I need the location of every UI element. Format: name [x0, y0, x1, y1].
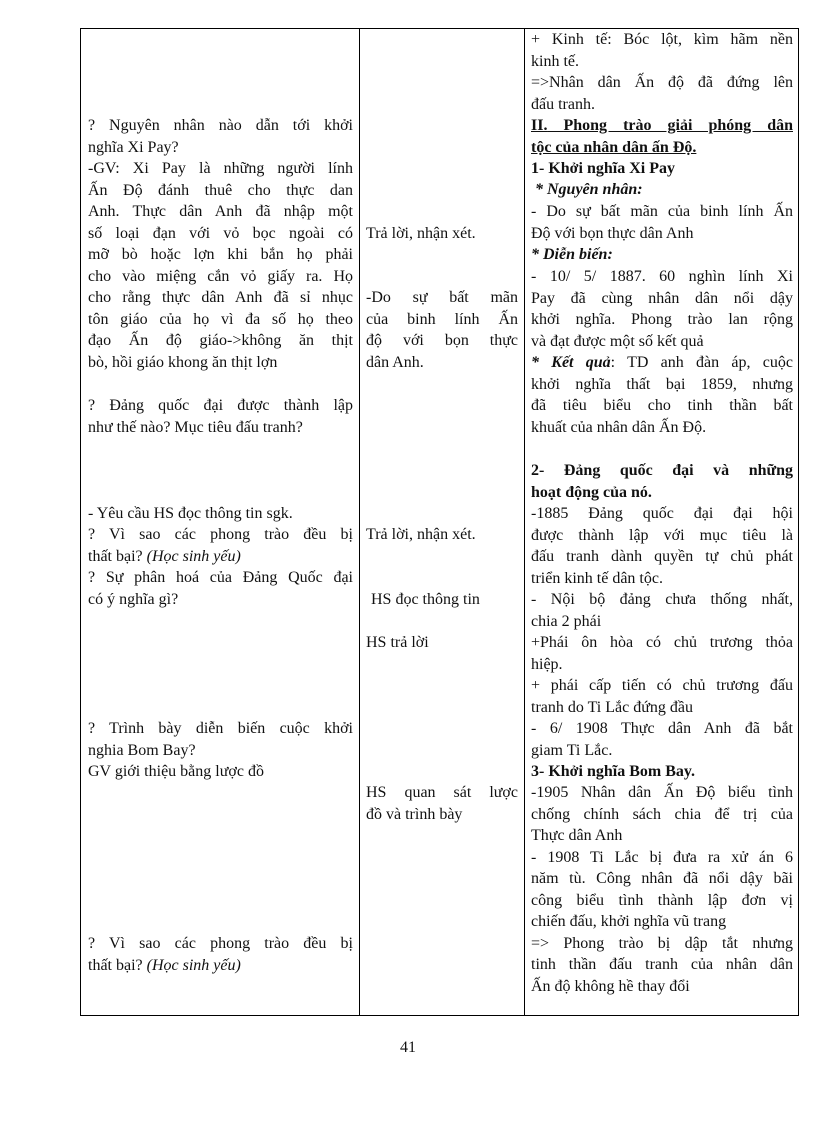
- label-development: [531, 244, 793, 266]
- text-line: -GV: Xi Pay là những người lính: [88, 160, 353, 177]
- text-line: +Phái ôn hòa có chủ trương thỏa: [531, 634, 793, 651]
- text-line: Anh. Thực dân Anh đã nhập một: [88, 203, 353, 220]
- economy-summary: [531, 29, 793, 115]
- text-line: 3- Khởi nghĩa Bom Bay.: [531, 763, 696, 780]
- text-line: số loại đạn với vỏ bọc ngoài có: [88, 224, 353, 242]
- congress-party-text: [531, 503, 793, 761]
- section-2-heading: [531, 115, 793, 158]
- text-line: tinh thần đấu tranh của nhân dân: [531, 956, 793, 973]
- lesson-content-column: [525, 29, 798, 1015]
- text-span: : TD anh đàn áp, cuộc: [610, 354, 793, 371]
- text-line: GV giới thiệu bằng lược đồ: [88, 763, 264, 780]
- text-line: công biểu tình thành lập đơn vị: [531, 891, 793, 909]
- text-line: Trả lời, nhận xét.: [366, 526, 476, 543]
- text-line: nghia Bom Bay?: [88, 741, 196, 759]
- text-line: năm tù. Công nhân đã nổi dậy bãi: [531, 870, 793, 887]
- text-line: cho rằng thực dân Anh đã sỉ nhục: [88, 289, 353, 306]
- text-line: - Yêu cầu HS đọc thông tin sgk.: [88, 505, 293, 522]
- text-line: chia 2 phái: [531, 612, 602, 630]
- text-line: [531, 115, 793, 137]
- text-line: đồ và trình bày: [366, 805, 463, 823]
- note-weak-students: (Học sinh yếu): [146, 956, 241, 974]
- text-line: ? Nguyên nhân nào dẫn tới khởi: [88, 117, 353, 134]
- text-line: - Nội bộ đảng chưa thống nhất,: [531, 591, 793, 608]
- lesson-table: [80, 28, 799, 1016]
- text-line: hiệp.: [531, 655, 563, 673]
- text-line: ? Trình bày diễn biến cuộc khởi: [88, 720, 353, 737]
- text-line: khởi nghĩa thất bại 1859, nhưng: [531, 375, 793, 393]
- text-line: - 1908 Ti Lắc bị đưa ra xử án 6: [531, 848, 793, 866]
- student-activity-column: [360, 29, 525, 1015]
- text-line: Trả lời, nhận xét.: [366, 225, 476, 242]
- text-line: kinh tế.: [531, 52, 579, 70]
- text-line: chiến đấu, khởi nghĩa vũ trang: [531, 913, 727, 930]
- note-weak-students: (Học sinh yếu): [146, 547, 241, 565]
- text-span: thất bại?: [88, 956, 147, 974]
- text-line: HS đọc thông tin: [371, 591, 480, 608]
- text-line: đấu tranh dành quyền tự chủ phát: [531, 548, 793, 565]
- teacher-explanation: [88, 158, 353, 373]
- text-line: ? Đảng quốc đại được thành lập: [88, 397, 353, 414]
- text-span: thất bại?: [88, 547, 147, 565]
- text-line: ? Sự phân hoá của Đảng Quốc đại: [88, 569, 353, 586]
- reading-request: [88, 503, 353, 525]
- text-line: tranh do Ti Lắc đứng đầu: [531, 698, 693, 716]
- text-line: độ với bọn thực: [366, 332, 518, 349]
- question-why-failed-2: [88, 933, 353, 976]
- text-line: đấu tranh.: [531, 95, 595, 113]
- page-number: 41: [400, 1039, 416, 1056]
- text-line: tôn giáo của họ vì đa số họ theo: [88, 310, 353, 328]
- text-line: chống chính sách chia để trị của: [531, 805, 793, 823]
- teacher-map-intro: [88, 761, 353, 783]
- text-line: - Do sự bất mãn của binh lính Ấn: [531, 203, 793, 220]
- text-line: bò, hồi giáo khong ăn thịt lợn: [88, 353, 278, 371]
- text-line: được thành lập với mục tiêu là: [531, 526, 793, 544]
- text-line: + Kinh tế: Bóc lột, kìm hãm nền: [531, 31, 793, 48]
- text-line: giam Ti Lắc.: [531, 741, 613, 759]
- subheading-congress-party: [531, 460, 793, 503]
- text-line: [88, 546, 353, 568]
- question-xi-pay-cause: [88, 115, 353, 158]
- text-line: - 10/ 5/ 1887. 60 nghìn lính Xi: [531, 268, 793, 285]
- text-line: [88, 955, 353, 977]
- cause-text: [531, 201, 793, 244]
- text-line: => Phong trào bị dập tắt nhưng: [531, 934, 793, 952]
- text-line: Pay đã cùng nhân dân nổi dậy: [531, 289, 793, 307]
- label-cause: [535, 179, 797, 201]
- text-line: có ý nghĩa gì?: [88, 590, 179, 608]
- text-line: HS quan sát lược: [366, 784, 518, 801]
- text-line: mỡ bò hoặc lợn khi bắn họ phải: [88, 246, 353, 263]
- text-line: * Diễn biến:: [531, 246, 613, 263]
- text-line: [531, 352, 793, 374]
- text-line: và đạt được một số kết quả: [531, 332, 704, 350]
- development-text: [531, 266, 793, 352]
- label-result: * Kết quả: [531, 354, 611, 371]
- student-reading: [371, 589, 523, 611]
- text-line: ? Vì sao các phong trào đều bị: [88, 935, 353, 952]
- student-answer: [366, 223, 518, 245]
- text-line: khởi nghĩa. Phong trào lan rộng: [531, 311, 793, 328]
- student-answer-cause: [366, 287, 518, 373]
- subheading-xi-pay: [531, 158, 793, 180]
- section-number: II.: [531, 117, 548, 134]
- text-line: nghĩa Xi Pay?: [88, 138, 179, 156]
- teacher-activity-column: [81, 29, 360, 1015]
- text-line: cho vào miệng cắn vỏ giấy ra. Họ: [88, 267, 353, 285]
- text-line: -Do sự bất mãn: [366, 289, 518, 306]
- text-line: tộc của nhân dân ấn Độ.: [531, 138, 697, 156]
- bombay-text: [531, 782, 793, 997]
- text-line: -1905 Nhân dân Ấn Độ biểu tình: [531, 784, 793, 801]
- text-line: đã tiêu biểu cho tinh thần bất: [531, 397, 793, 414]
- section-title: Phong trào giải phóng dân: [563, 117, 793, 134]
- question-bombay: [88, 718, 353, 761]
- text-line: Thực dân Anh: [531, 827, 623, 844]
- text-line: dân Anh.: [366, 353, 424, 371]
- text-line: 2- Đảng quốc đại và những: [531, 462, 793, 479]
- question-congress-party: [88, 395, 353, 438]
- student-response: [366, 632, 518, 654]
- text-line: Ấn độ không hề thay đổi: [531, 977, 690, 995]
- text-line: 1- Khởi nghĩa Xi Pay: [531, 160, 675, 177]
- text-line: =>Nhân dân Ấn độ đã đứng lên: [531, 74, 793, 91]
- text-line: * Nguyên nhân:: [535, 181, 643, 198]
- text-line: + phái cấp tiến có chủ trương đấu: [531, 677, 793, 694]
- text-line: ? Vì sao các phong trào đều bị: [88, 526, 353, 543]
- student-map-presentation: [366, 782, 518, 825]
- text-line: Độ với bọn thực dân Anh: [531, 224, 694, 242]
- question-party-split: [88, 567, 353, 610]
- text-line: HS trả lời: [366, 634, 429, 651]
- student-answer: [366, 524, 518, 546]
- text-line: như thế nào? Mục tiêu đấu tranh?: [88, 418, 303, 436]
- text-line: - 6/ 1908 Thực dân Anh đã bắt: [531, 720, 793, 737]
- text-line: triển kinh tế dân tộc.: [531, 569, 663, 587]
- text-line: đạo Ấn độ giáo->không ăn thịt: [88, 332, 353, 349]
- question-why-failed: [88, 524, 353, 567]
- text-line: Ấn Độ đánh thuê cho thực dan: [88, 181, 353, 199]
- result-text: [531, 352, 793, 438]
- subheading-bombay: [531, 761, 793, 783]
- text-line: của binh lính Ấn: [366, 310, 518, 328]
- text-line: -1885 Đảng quốc đại đại hội: [531, 505, 793, 522]
- text-line: hoạt động của nó.: [531, 483, 652, 501]
- text-line: khuất của nhân dân Ấn Độ.: [531, 418, 707, 436]
